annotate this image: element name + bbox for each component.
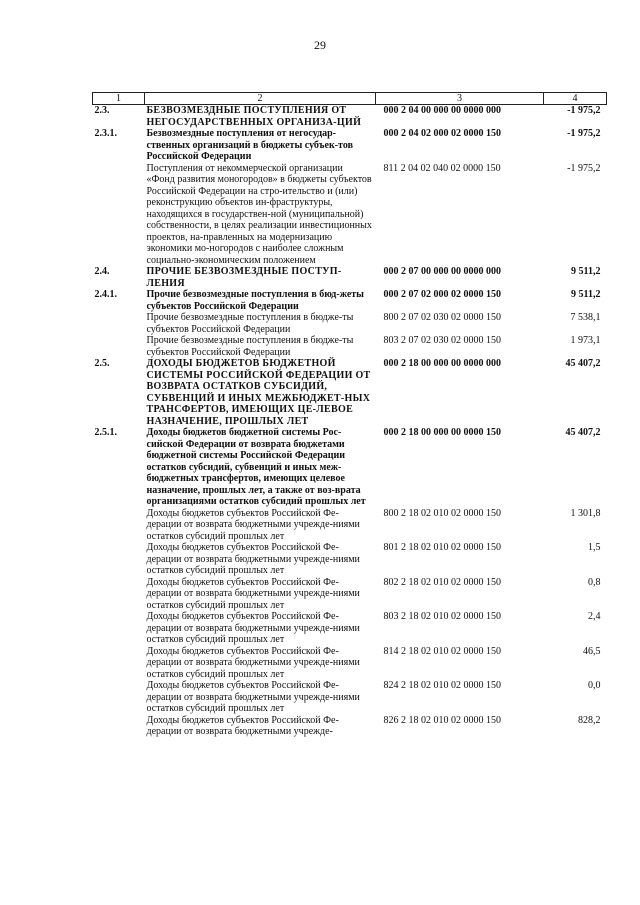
row-number: 2.3. xyxy=(94,105,110,116)
column-header-4: 4 xyxy=(544,93,607,105)
row-name: ПРОЧИЕ БЕЗВОЗМЕЗДНЫЕ ПОСТУП-ЛЕНИЯ xyxy=(146,266,342,289)
table-row xyxy=(93,289,607,312)
table-row xyxy=(93,128,607,163)
row-code: 000 2 07 00 000 00 0000 000 xyxy=(383,266,501,277)
row-amount: 9 511,2 xyxy=(571,289,601,300)
table-row xyxy=(93,266,607,289)
row-name: ДОХОДЫ БЮДЖЕТОВ БЮДЖЕТНОЙ СИСТЕМЫ РОССИЙСКОЙ ФЕДЕРАЦИИ ОТ ВОЗВРАТА ОСТАТКОВ СУБСИДИЙ, СУБВЕНЦИЙ И ИНЫХ МЕЖБЮДЖЕТ-НЫХ ТРАНСФЕРТОВ, ИМЕЮЩИХ ЦЕ-ЛЕВОЕ НАЗНАЧЕНИЕ, ПРОШЛЫХ ЛЕТ xyxy=(146,358,371,427)
row-number xyxy=(93,163,145,267)
row-number xyxy=(93,680,145,715)
row-code: 802 2 18 02 010 02 0000 150 xyxy=(383,576,501,588)
column-header-2: 2 xyxy=(145,93,376,105)
row-amount: 45 407,2 xyxy=(565,358,601,369)
row-amount: 1 973,1 xyxy=(570,335,601,346)
row-name: Безвозмездные поступления от негосудар-ственных организаций в бюджеты субъек-тов Российской Федерации xyxy=(146,128,353,162)
page-number: 29 xyxy=(314,38,326,52)
row-number: 2.5. xyxy=(94,358,110,369)
row-name: Доходы бюджетов субъектов Российской Фе-дерации от возврата бюджетными учрежде-ниями остатков субсидий прошлых лет xyxy=(146,645,360,680)
row-amount: 7 538,1 xyxy=(570,312,601,323)
row-code: 803 2 18 02 010 02 0000 150 xyxy=(383,611,501,622)
table-row xyxy=(93,508,607,543)
row-name: Доходы бюджетов субъектов Российской Фе-дерации от возврата бюджетными учрежде-ниями остатков субсидий прошлых лет xyxy=(146,680,360,714)
row-code: 803 2 07 02 030 02 0000 150 xyxy=(383,335,501,346)
row-number xyxy=(93,508,145,543)
row-name: Доходы бюджетов субъектов Российской Фе-дерации от возврата бюджетными учрежде-ниями остатков субсидий прошлых лет xyxy=(146,542,360,576)
table-row xyxy=(93,312,607,335)
row-number xyxy=(93,335,145,358)
table-row xyxy=(93,358,607,427)
row-code: 824 2 18 02 010 02 0000 150 xyxy=(383,680,501,691)
row-code: 000 2 18 00 000 00 0000 000 xyxy=(383,358,501,369)
table-row xyxy=(93,646,607,681)
column-header-1: 1 xyxy=(93,93,145,105)
column-header-3: 3 xyxy=(376,93,544,105)
row-code: 800 2 18 02 010 02 0000 150 xyxy=(383,507,501,519)
row-amount: -1 975,2 xyxy=(567,105,601,116)
row-number xyxy=(93,611,145,646)
row-name: Доходы бюджетов субъектов Российской Фе-дерации от возврата бюджетными учрежде-ниями остатков субсидий прошлых лет xyxy=(146,611,360,645)
budget-table xyxy=(92,92,607,738)
row-amount: -1 975,2 xyxy=(567,128,601,139)
row-name: Доходы бюджетов субъектов Российской Фе-дерации от возврата бюджетными учрежде- xyxy=(146,714,339,737)
table-row xyxy=(93,680,607,715)
row-name: Прочие безвозмездные поступления в бюдже-ты субъектов Российской Федерации xyxy=(146,335,354,358)
table-row xyxy=(93,611,607,646)
row-amount: 0,0 xyxy=(588,680,601,691)
table-row xyxy=(93,427,607,508)
row-name: Доходы бюджетов бюджетной системы Рос-сийской Федерации от возврата бюджетами бюджетной системы Российской Федерации остатков субсидий, субвенций и иных меж-бюджетных трансфертов, имеющих целевое назначение, прошлых лет, а также от воз-врата организациями остатков субсидий прошлых лет xyxy=(146,427,366,507)
row-code: 811 2 04 02 040 02 0000 150 xyxy=(383,162,501,174)
row-code: 000 2 18 00 000 00 0000 150 xyxy=(383,427,501,438)
table-row xyxy=(93,105,607,129)
row-number xyxy=(93,312,145,335)
row-number xyxy=(93,542,145,577)
table-header-row xyxy=(93,93,607,105)
row-number xyxy=(93,715,145,738)
row-amount: 46,5 xyxy=(583,645,601,657)
row-amount: 0,8 xyxy=(588,576,601,588)
row-number: 2.4. xyxy=(94,266,110,277)
row-code: 800 2 07 02 030 02 0000 150 xyxy=(383,312,501,323)
table-row xyxy=(93,335,607,358)
row-number xyxy=(93,577,145,612)
table-row xyxy=(93,163,607,267)
table-row xyxy=(93,715,607,738)
row-number xyxy=(93,646,145,681)
row-code: 814 2 18 02 010 02 0000 150 xyxy=(383,645,501,657)
row-number: 2.4.1. xyxy=(94,289,117,300)
row-number: 2.3.1. xyxy=(94,128,117,139)
row-amount: -1 975,2 xyxy=(567,162,601,174)
row-code: 000 2 04 02 000 02 0000 150 xyxy=(383,128,501,139)
row-amount: 828,2 xyxy=(578,714,601,726)
row-name: Доходы бюджетов субъектов Российской Фе-дерации от возврата бюджетными учрежде-ниями остатков субсидий прошлых лет xyxy=(146,507,360,542)
row-name: БЕЗВОЗМЕЗДНЫЕ ПОСТУПЛЕНИЯ ОТ НЕГОСУДАРСТВЕННЫХ ОРГАНИЗА-ЦИЙ xyxy=(146,105,362,128)
row-code: 000 2 07 02 000 02 0000 150 xyxy=(383,289,501,300)
row-code: 801 2 18 02 010 02 0000 150 xyxy=(383,542,501,553)
row-amount: 9 511,2 xyxy=(571,266,601,277)
row-name: Прочие безвозмездные поступления в бюд-жеты субъектов Российской Федерации xyxy=(146,289,364,312)
row-name: Прочие безвозмездные поступления в бюдже-ты субъектов Российской Федерации xyxy=(146,312,354,335)
row-amount: 45 407,2 xyxy=(565,427,601,438)
row-amount: 2,4 xyxy=(588,611,601,622)
row-name: Доходы бюджетов субъектов Российской Фе-дерации от возврата бюджетными учрежде-ниями остатков субсидий прошлых лет xyxy=(146,576,360,611)
table-row xyxy=(93,577,607,612)
row-number: 2.5.1. xyxy=(94,427,117,438)
table-row xyxy=(93,542,607,577)
row-amount: 1,5 xyxy=(588,542,601,553)
row-code: 000 2 04 00 000 00 0000 000 xyxy=(383,105,501,116)
row-code: 826 2 18 02 010 02 0000 150 xyxy=(383,714,501,726)
row-amount: 1 301,8 xyxy=(570,507,601,519)
row-name: Поступления от некоммерческой организации «Фонд развития моногородов» в бюджеты субъектов Российской Федерации на стро-ительство и (или) реконструкцию объектов ин-фраструктуры, находящихся в государствен-ной (муниципальной) собственности, в целях реализации инвестиционных проектов, на-правленных на модернизацию экономики мо-ногородов с наиболее сложным социально-экономическим положением xyxy=(146,162,372,266)
